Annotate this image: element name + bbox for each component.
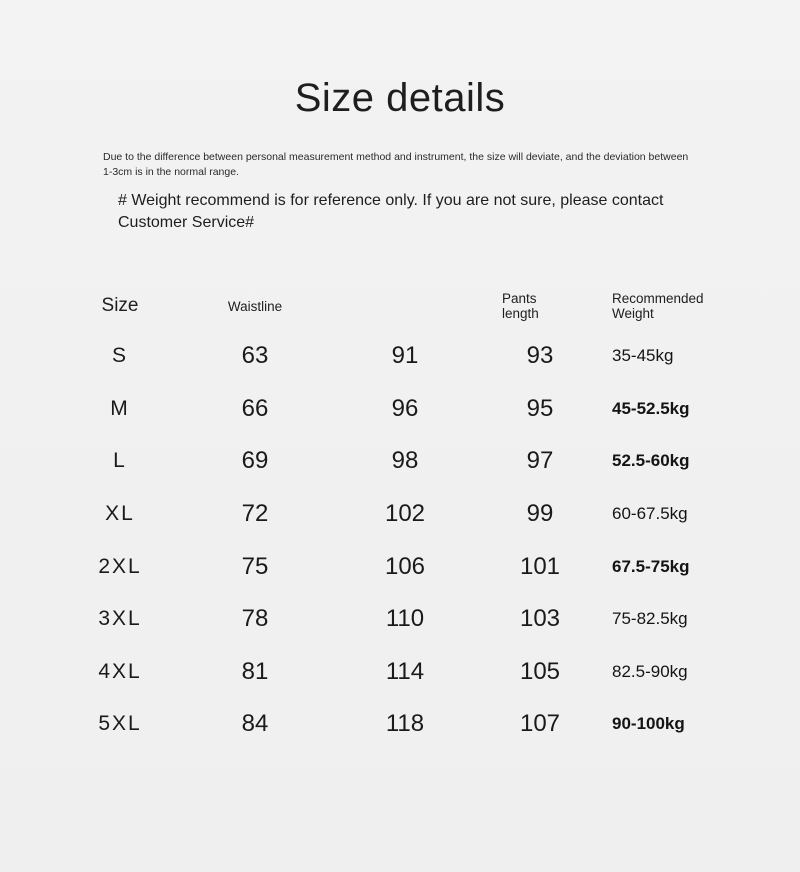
cell-waistline: 63: [241, 342, 269, 370]
table-header-row: [60, 282, 750, 330]
cell-hip: 106: [384, 552, 426, 580]
header-recommended-weight-line2: Weight: [612, 306, 654, 321]
cell-weight: 52.5-60kg: [612, 451, 690, 471]
cell-pants-length: 95: [526, 394, 554, 422]
cell-weight: 60-67.5kg: [612, 504, 688, 524]
weight-recommendation-note: # Weight recommend is for reference only. If you are not sure, please contact Customer Service#: [118, 192, 664, 231]
table-row: [60, 330, 750, 383]
cell-pants-length: 101: [519, 552, 561, 580]
table-row: [60, 593, 750, 646]
cell-size: 3XL: [98, 607, 142, 631]
cell-pants-length: 107: [519, 710, 561, 738]
cell-waistline: 72: [241, 500, 269, 528]
cell-weight: 67.5-75kg: [612, 556, 690, 576]
header-pants-length-line2: length: [502, 306, 539, 321]
cell-hip: 118: [385, 710, 425, 738]
header-pants-length-line1: Pants: [502, 291, 537, 306]
page-title: Size details: [294, 76, 506, 120]
cell-pants-length: 93: [526, 342, 554, 370]
table-row: [60, 540, 750, 593]
cell-weight: 90-100kg: [612, 714, 685, 734]
cell-hip: 114: [385, 657, 425, 685]
cell-waistline: 84: [241, 710, 269, 738]
table-row: [60, 698, 750, 751]
cell-weight: 82.5-90kg: [612, 661, 688, 681]
table-row: [60, 646, 750, 699]
cell-weight: 45-52.5kg: [612, 398, 690, 418]
header-waistline: Waistline: [227, 298, 283, 314]
cell-hip: 102: [384, 500, 426, 528]
header-recommended-weight-line1: Recommended: [612, 291, 704, 306]
size-chart-table: [60, 282, 750, 751]
cell-hip: 96: [391, 394, 419, 422]
header-recommended-weight: [600, 291, 750, 321]
cell-size: 5XL: [98, 712, 142, 736]
cell-size: 2XL: [98, 554, 142, 578]
header-size: Size: [101, 295, 139, 316]
table-row: [60, 488, 750, 541]
cell-size: S: [111, 344, 128, 368]
table-row: [60, 383, 750, 436]
cell-waistline: 75: [241, 552, 269, 580]
cell-waistline: 69: [241, 447, 269, 475]
cell-hip: 110: [385, 605, 425, 633]
cell-waistline: 81: [241, 657, 269, 685]
header-pants-length: [480, 291, 600, 321]
cell-size: M: [110, 396, 130, 420]
measurement-disclaimer: Due to the difference between personal measurement method and instrument, the size will deviate, and the deviation between 1-3cm is in the normal range.: [103, 151, 689, 178]
cell-hip: 91: [391, 342, 419, 370]
table-row: [60, 435, 750, 488]
cell-pants-length: 97: [526, 447, 554, 475]
cell-pants-length: 99: [526, 500, 554, 528]
cell-size: 4XL: [98, 659, 142, 683]
cell-weight: 35-45kg: [612, 346, 674, 366]
cell-pants-length: 105: [519, 657, 561, 685]
cell-size: XL: [105, 502, 135, 526]
cell-hip: 98: [391, 447, 419, 475]
cell-waistline: 66: [241, 394, 269, 422]
cell-pants-length: 103: [519, 605, 561, 633]
cell-weight: 75-82.5kg: [612, 609, 688, 629]
cell-size: L: [113, 449, 127, 473]
cell-waistline: 78: [241, 605, 269, 633]
